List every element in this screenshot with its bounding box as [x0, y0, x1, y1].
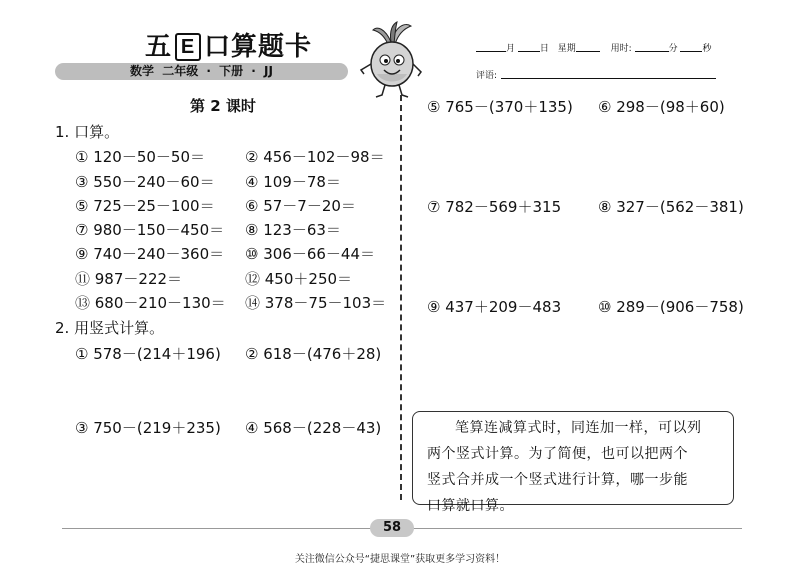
footer-note: 关注微信公众号“捷思课堂”获取更多学习资料！: [294, 554, 506, 565]
column-divider: [400, 95, 402, 500]
page-number: 58: [370, 519, 414, 537]
oral-problem: ① 120－50－50＝: [75, 148, 206, 166]
time-min-label: 分: [668, 44, 678, 54]
date-line: [476, 41, 712, 54]
comment-line: [476, 68, 716, 81]
time-sec-label: 秒: [702, 44, 712, 54]
vertical-problem: ⑨ 437＋209－483: [427, 298, 562, 316]
oral-problem: ⑦ 980－150－450＝: [75, 221, 225, 239]
brand-e-logo: E: [175, 33, 201, 61]
time-label: 用时:: [610, 44, 632, 54]
oral-problem: ⑬ 680－210－130＝: [75, 294, 226, 312]
tip-line: 口算就口算。: [427, 498, 514, 514]
oral-problem: ② 456－102－98＝: [245, 148, 385, 166]
lesson-title: 第 2 课时: [190, 97, 256, 115]
tip-line: 两个竖式计算。为了简便，也可以把两个: [427, 446, 688, 462]
vertical-problem: ⑤ 765－(370＋135): [427, 98, 573, 116]
oral-problem: ⑩ 306－66－44＝: [245, 245, 376, 263]
vertical-problem: ⑦ 782－569＋315: [427, 198, 562, 216]
vertical-problem: ② 618－(476＋28): [245, 345, 382, 363]
tip-line: 竖式合并成一个竖式进行计算，哪一步能: [427, 472, 688, 488]
section2-title: 2. 用竖式计算。: [55, 319, 165, 337]
oral-problem: ④ 109－78＝: [245, 173, 341, 191]
oral-problem: ⑪ 987－222＝: [75, 270, 183, 288]
vertical-problem: ⑥ 298－(98＋60): [598, 98, 725, 116]
tip-line: 笔算连减算式时，同连加一样，可以列: [455, 420, 702, 436]
oral-problem: ⑥ 57－7－20＝: [245, 197, 356, 215]
date-weekday-label: 星期: [557, 44, 576, 54]
section1-title: 1. 口算。: [55, 123, 120, 141]
tip-box: [412, 411, 734, 514]
vertical-problem: ⑧ 327－(562－381): [598, 198, 744, 216]
oral-problem: ③ 550－240－60＝: [75, 173, 215, 191]
date-month-label: 月: [506, 44, 516, 54]
radish-mascot-icon: [355, 20, 427, 100]
oral-problem: ⑧ 123－63＝: [245, 221, 341, 239]
oral-problem: ⑤ 725－25－100＝: [75, 197, 215, 215]
comment-label: 评语:: [476, 71, 498, 81]
oral-problem: ⑨ 740－240－360＝: [75, 245, 225, 263]
vertical-problem: ① 578－(214＋196): [75, 345, 221, 363]
subject-bar: 数学 二年级 · 下册 · JJ: [55, 63, 348, 80]
date-day-label: 日: [539, 44, 549, 54]
brand-suffix: 口算题卡: [204, 32, 313, 62]
brand-title: [145, 26, 312, 63]
brand-prefix: 五: [145, 32, 173, 62]
oral-problem: ⑭ 378－75－103＝: [245, 294, 387, 312]
vertical-problem: ④ 568－(228－43): [245, 419, 382, 437]
vertical-problem: ⑩ 289－(906－758): [598, 298, 744, 316]
vertical-problem: ③ 750－(219＋235): [75, 419, 221, 437]
oral-problem: ⑫ 450＋250＝: [245, 270, 353, 288]
